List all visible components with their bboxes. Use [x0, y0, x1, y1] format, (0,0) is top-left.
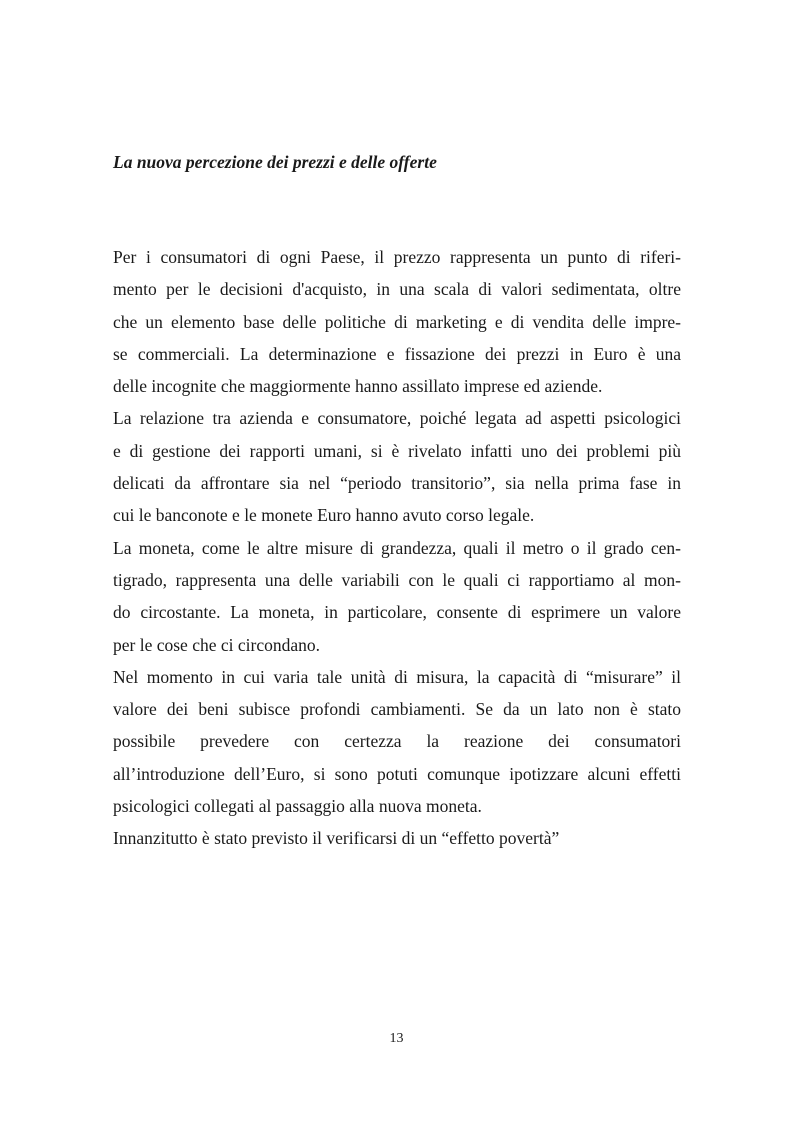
text-line: delicati da affrontare sia nel “periodo transitorio”, sia nella prima fase in	[113, 473, 681, 494]
text-line: all’introduzione dell’Euro, si sono potuti comunque ipotizzare alcuni effetti	[113, 763, 681, 784]
text-line: che un elemento base delle politiche di marketing e di vendita delle impre-	[113, 311, 681, 332]
body-text	[113, 241, 681, 855]
text-line: psicologici collegati al passaggio alla nuova moneta.	[113, 796, 482, 817]
text-line: delle incognite che maggiormente hanno assillato imprese ed aziende.	[113, 376, 603, 397]
text-line: Per i consumatori di ogni Paese, il prezzo rappresenta un punto di riferi-	[113, 247, 681, 267]
text-line: se commerciali. La determinazione e fissazione dei prezzi in Euro è una	[113, 343, 681, 364]
text-line: La moneta, come le altre misure di grandezza, quali il metro o il grado cen-	[113, 537, 681, 558]
text-line: Innanzitutto è stato previsto il verificarsi di un “effetto povertà”	[113, 828, 560, 849]
text-line: cui le banconote e le monete Euro hanno avuto corso legale.	[113, 505, 535, 526]
text-line: e di gestione dei rapporti umani, si è rivelato infatti uno dei problemi più	[113, 440, 681, 461]
text-line: valore dei beni subisce profondi cambiamenti. Se da un lato non è stato	[113, 699, 681, 720]
text-line: La relazione tra azienda e consumatore, poiché legata ad aspetti psicologici	[113, 408, 681, 429]
text-line: do circostante. La moneta, in particolare, consente di esprimere un valore	[113, 602, 681, 623]
text-line: possibile prevedere con certezza la reazione dei consumatori	[113, 731, 681, 752]
text-line: Nel momento in cui varia tale unità di misura, la capacità di “misurare” il	[113, 666, 681, 687]
page-number: 13	[389, 1031, 404, 1046]
text-line: per le cose che ci circondano.	[113, 634, 320, 655]
text-line: tigrado, rappresenta una delle variabili con le quali ci rapportiamo al mon-	[113, 569, 681, 590]
section-heading: La nuova percezione dei prezzi e delle offerte	[113, 152, 437, 172]
text-line: mento per le decisioni d'acquisto, in una scala di valori sedimentata, oltre	[113, 279, 681, 300]
